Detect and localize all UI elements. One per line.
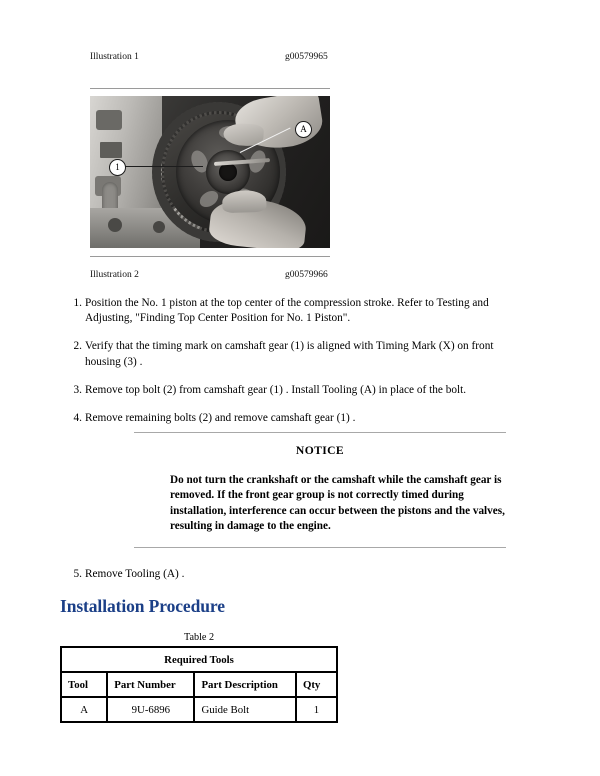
callout-a-bubble: A — [295, 121, 312, 138]
table-header-qty: Qty — [296, 672, 337, 697]
final-step-list — [68, 567, 528, 595]
illustration-2-code: g00579966 — [285, 270, 328, 280]
illustration-photo — [90, 96, 330, 248]
leader-line-1 — [125, 166, 203, 167]
table-span-header: Required Tools — [61, 647, 337, 672]
figure-rule-top — [90, 88, 330, 89]
step-text: Remove top bolt (2) from camshaft gear (1) . Install Tooling (A) in place of the bolt. — [85, 383, 467, 396]
notice-title: NOTICE — [295, 444, 345, 457]
notice-rule-top — [134, 432, 506, 433]
step-number: 5. — [73, 568, 82, 580]
table-header-part-number: Part Number — [107, 672, 194, 697]
step-number: 3. — [73, 383, 82, 396]
cell-part-number: 9U-6896 — [107, 697, 194, 722]
page-title: Installation Procedure — [60, 596, 225, 616]
table-header-tool: Tool — [61, 672, 107, 697]
table-row — [61, 697, 337, 722]
step-text: Verify that the timing mark on camshaft gear (1) is aligned with Timing Mark (X) on front housing (3) . — [85, 340, 494, 368]
table-row-header — [61, 672, 337, 697]
cell-part-description: Guide Bolt — [194, 697, 295, 722]
procedure-step — [68, 296, 528, 326]
illustration-1-label: Illustration 1 — [90, 52, 139, 62]
photo-content — [90, 96, 330, 248]
callout-1-bubble: 1 — [109, 159, 126, 176]
table-caption: Table 2 — [183, 632, 215, 643]
procedure-step — [68, 383, 528, 398]
step-text: Remove remaining bolts (2) and remove camshaft gear (1) . — [85, 412, 356, 425]
step-number: 2. — [73, 340, 82, 353]
procedure-step — [68, 411, 528, 426]
procedure-step — [68, 567, 528, 582]
cell-tool: A — [61, 697, 107, 722]
required-tools-table — [60, 646, 338, 723]
step-text: Position the No. 1 piston at the top center of the compression stroke. Refer to Testing and Adjusting, "Finding Top Center Position for No. 1 Piston". — [85, 297, 489, 325]
procedure-step — [68, 339, 528, 369]
camshaft-hub — [206, 150, 250, 194]
figure-rule-bottom — [90, 256, 330, 257]
table-header-part-description: Part Description — [194, 672, 295, 697]
step-text: Remove Tooling (A) . — [85, 568, 185, 580]
step-number: 1. — [73, 297, 82, 309]
illustration-2-label: Illustration 2 — [90, 270, 139, 280]
procedure-step-list — [68, 296, 528, 439]
table-row-span-header — [61, 647, 337, 672]
notice-rule-bottom — [134, 547, 506, 548]
illustration-1-code: g00579965 — [285, 52, 328, 62]
notice-body: Do not turn the crankshaft or the camshaft while the camshaft gear is removed. If the front gear group is not correctly timed during installation, interference can occur between the pistons and the valves, resulting in damage to the engine. — [170, 474, 505, 533]
step-number: 4. — [73, 412, 82, 425]
cell-qty: 1 — [296, 697, 337, 722]
